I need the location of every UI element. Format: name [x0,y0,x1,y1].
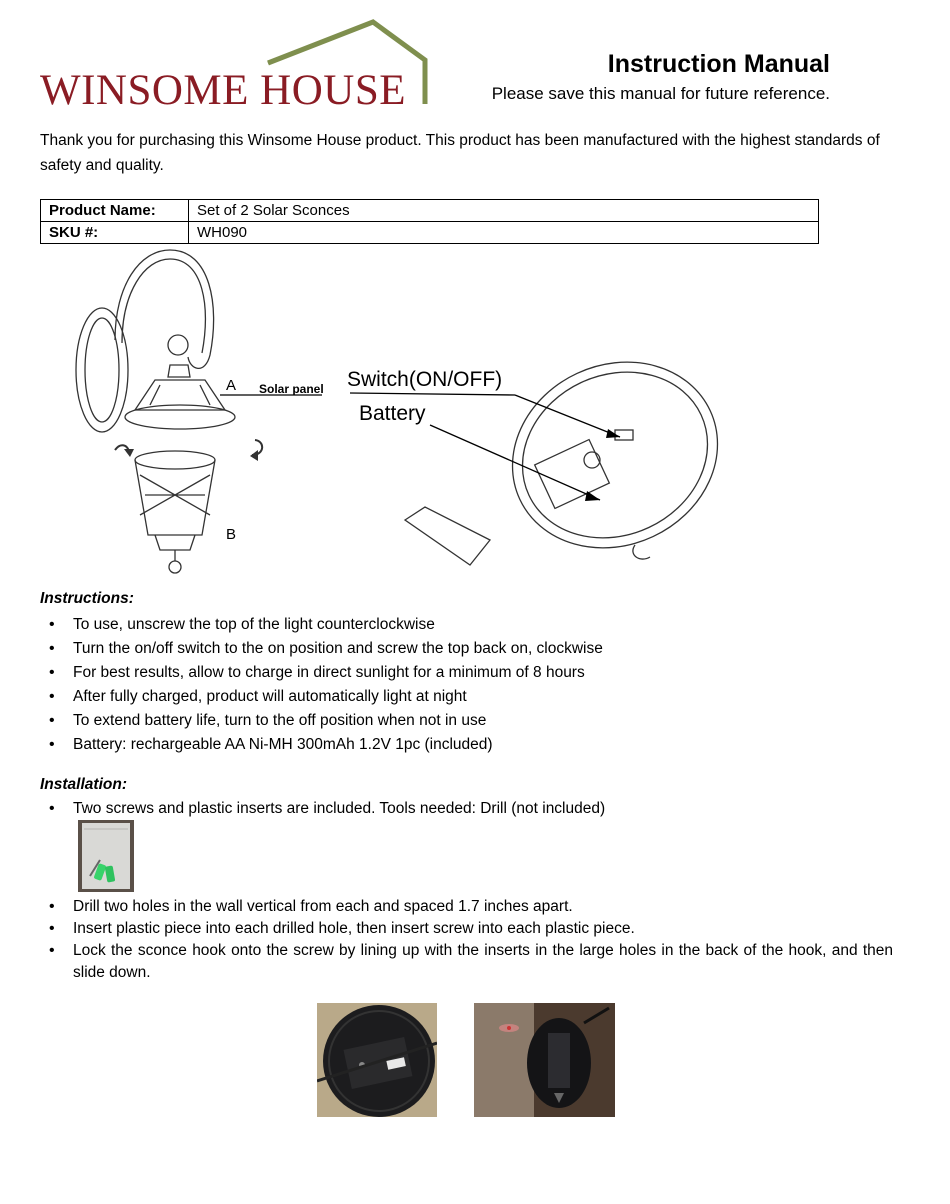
list-item: • To use, unscrew the top of the light counterclockwise [40,614,920,638]
base-unit-drawing [482,329,740,581]
label-b: B [226,526,237,543]
lamp-body-drawing [135,451,215,573]
instructions-list [40,614,920,758]
spec-value: Set of 2 Solar Sconces [189,200,819,222]
label-battery: Battery [359,402,426,425]
spec-value: WH090 [189,222,819,244]
page-subtitle: Please save this manual for future reference. [491,84,830,103]
list-item: • Lock the sconce hook onto the screw by lining up with the inserts in the large holes in the back of the hook, and then slide down. [40,940,893,984]
list-item: • Two screws and plastic inserts are included. Tools needed: Drill (not included) [40,798,920,820]
spec-key: SKU #: [41,222,189,244]
brand-name: WINSOME HOUSE [40,67,407,114]
installation-list [40,798,920,820]
table-row [41,222,819,244]
product-diagram [60,245,740,590]
installation-heading: Installation: [40,776,127,793]
sconce-back-photo [317,1003,437,1117]
list-item: • Insert plastic piece into each drilled hole, then insert screw into each plastic piece. [40,918,893,940]
instructions-heading: Instructions: [40,590,134,607]
table-row [41,200,819,222]
wall-plate-drawing [76,308,128,432]
list-item: • Drill two holes in the wall vertical from each and spaced 1.7 inches apart. [40,896,893,918]
intro-paragraph: Thank you for purchasing this Winsome House product. This product has been manufactured with the highest standards of safety and quality. [40,132,880,174]
lamp-top-drawing [125,365,235,429]
spec-key: Product Name: [41,200,189,222]
sconce-mounted-photo [474,1003,615,1117]
list-item: • Battery: rechargeable AA Ni-MH 300mAh 1.2V 1pc (included) [40,734,920,758]
hook-arm-drawing [115,250,214,368]
screws-inserts-photo [78,820,134,892]
spec-table [40,199,819,244]
list-item: • For best results, allow to charge in direct sunlight for a minimum of 8 hours [40,662,920,686]
page-title: Instruction Manual [607,50,830,78]
list-item: • To extend battery life, turn to the off position when not in use [40,710,920,734]
label-a: A [226,377,237,394]
installation-steps-list [40,896,893,984]
battery-cover-drawing [405,507,490,565]
label-switch: Switch(ON/OFF) [347,368,503,391]
label-solar-panel: Solar panel [259,382,324,396]
list-item: • After fully charged, product will automatically light at night [40,686,920,710]
list-item: • Turn the on/off switch to the on position and screw the top back on, clockwise [40,638,920,662]
